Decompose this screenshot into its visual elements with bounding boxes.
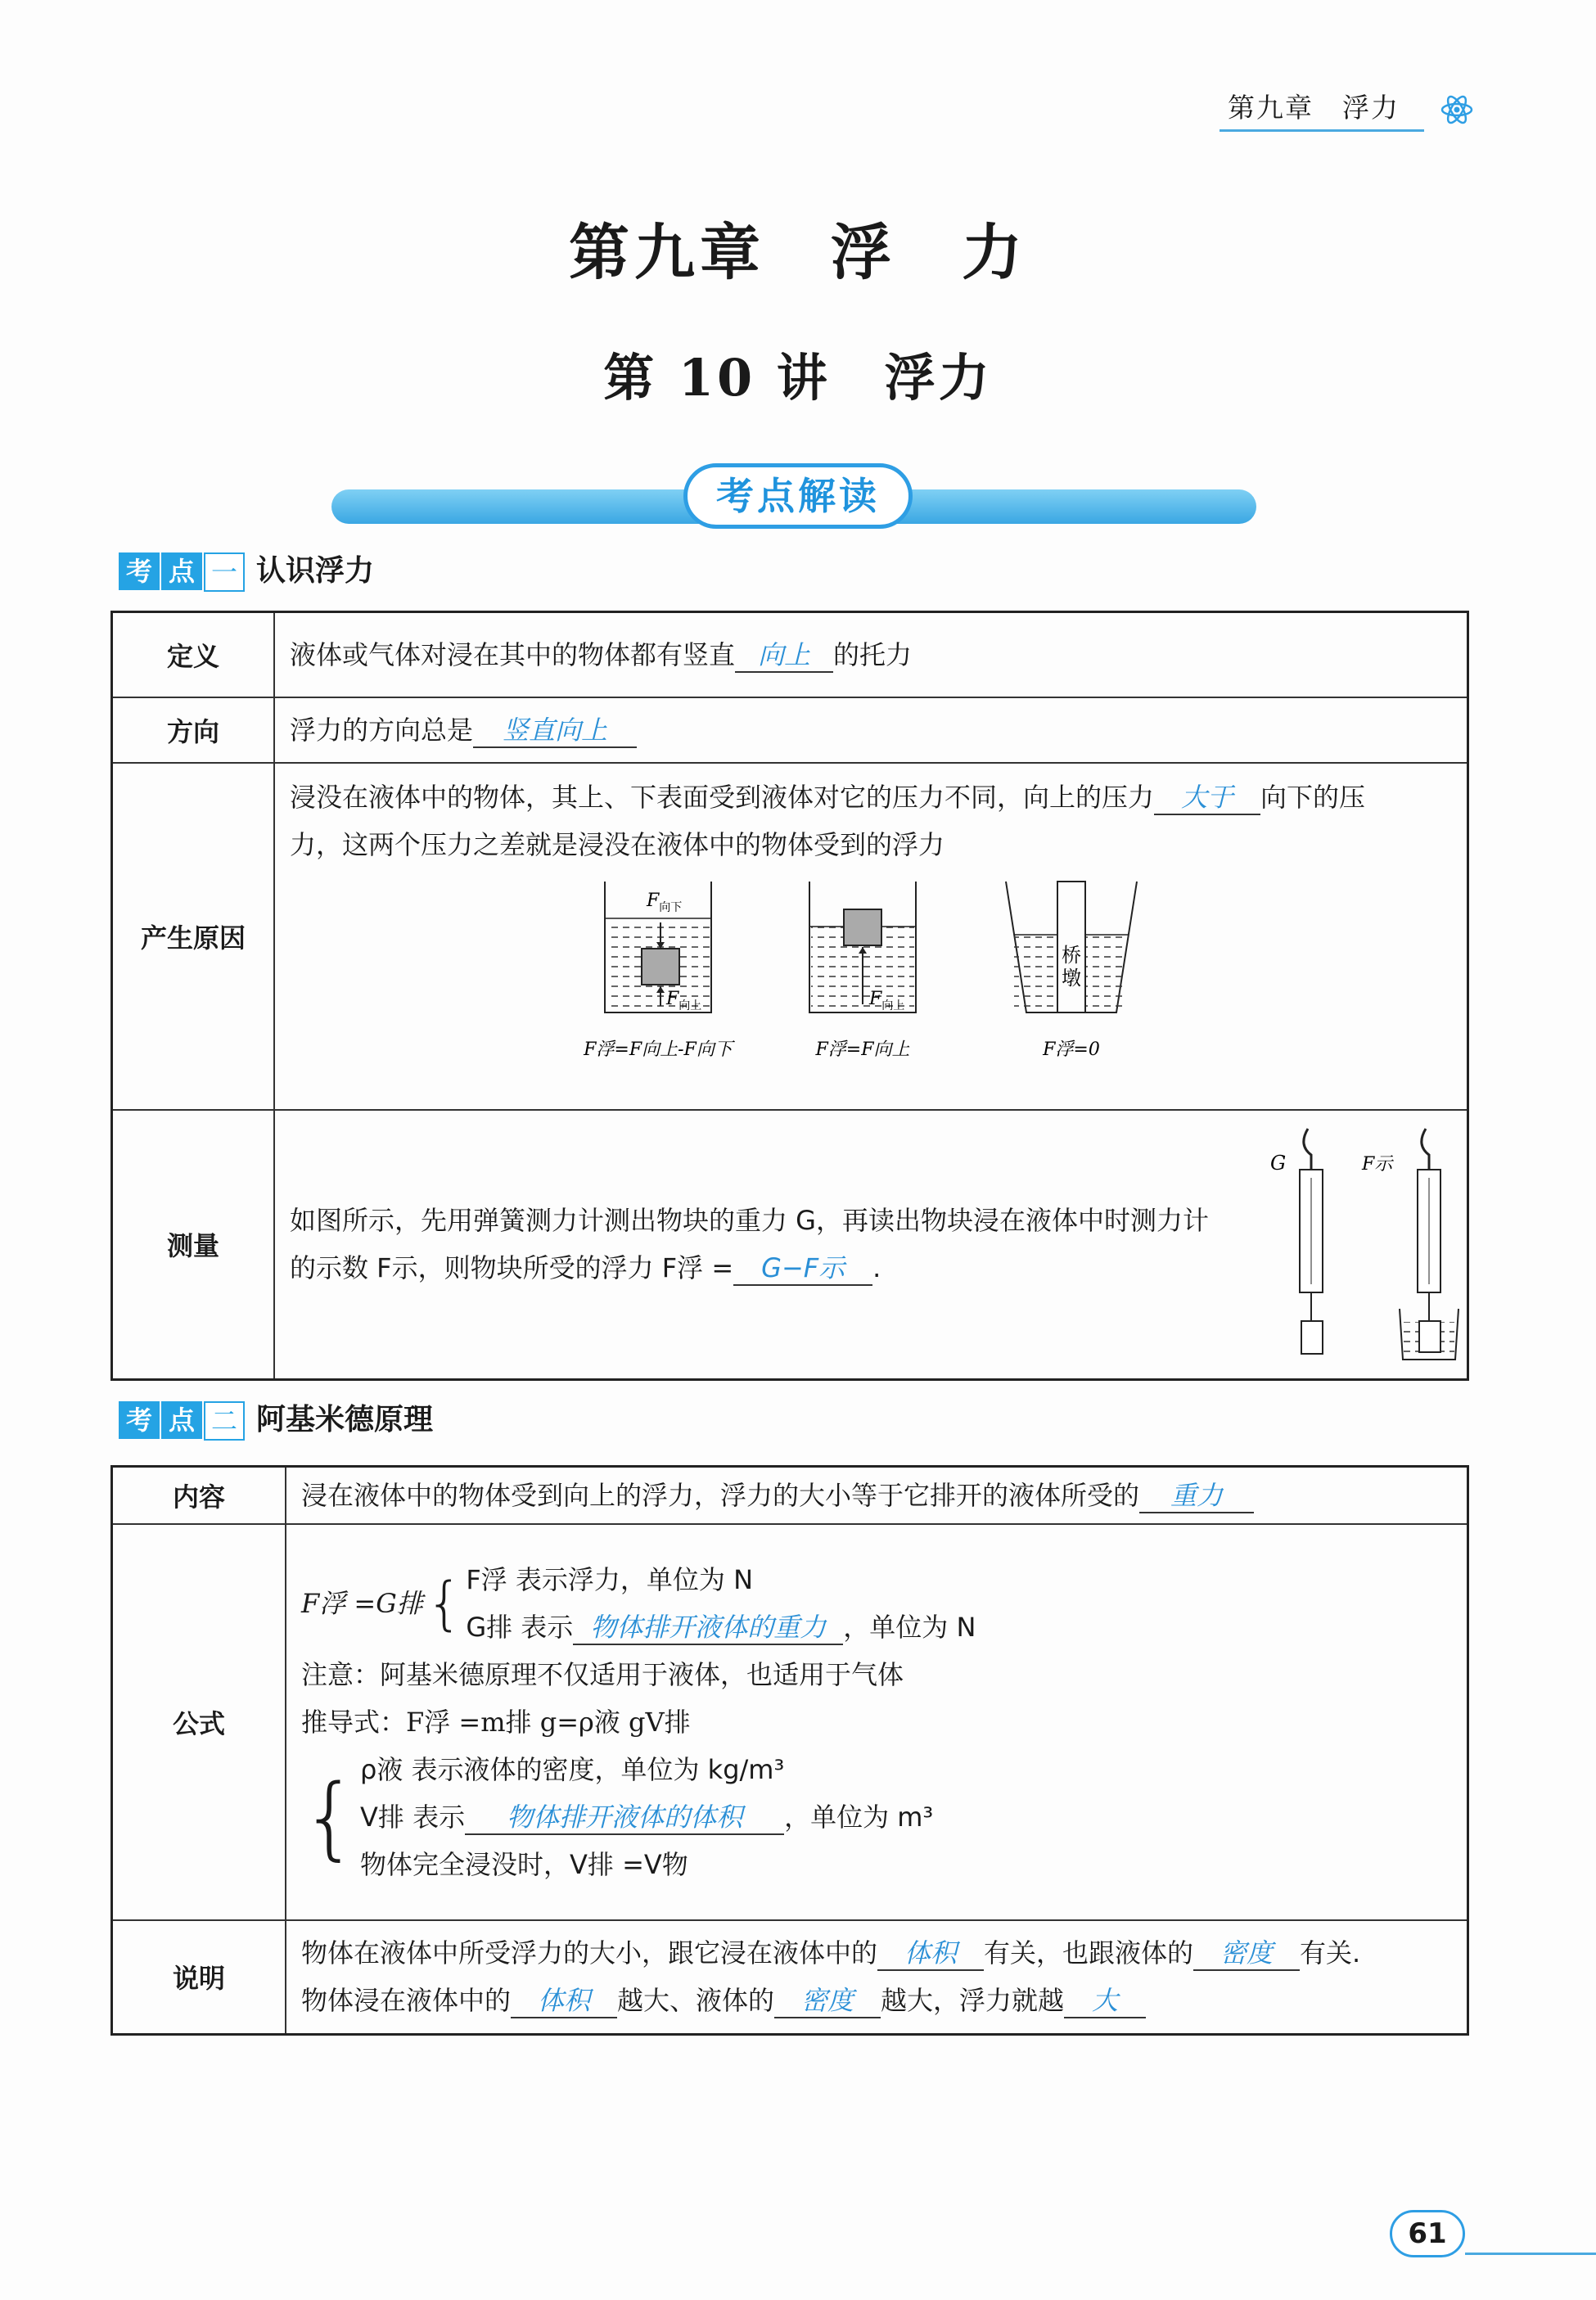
text: 越大、液体的 <box>617 1985 775 2017</box>
section-badge: 点 <box>161 1401 202 1439</box>
text: ，单位为 N <box>843 1611 976 1643</box>
text: 物体在液体中所受浮力的大小，跟它浸在液体中的 <box>301 1937 878 1969</box>
fig3-caption: F浮=0 <box>1043 1039 1100 1060</box>
text: 的托力 <box>833 638 913 670</box>
text: 液体或气体对浸在其中的物体都有竖直 <box>290 638 736 670</box>
text: 有关，也跟液体的 <box>984 1937 1194 1969</box>
row-content <box>286 1920 1468 2035</box>
text: 如图所示，先用弹簧测力计测出物块的重力 G，再读出物块浸在液体中时测力计 <box>290 1205 1209 1237</box>
figure-bridge-pier <box>1006 882 1137 1060</box>
page-number: 61 <box>1390 2210 1465 2257</box>
banner-label: 考点解读 <box>683 463 913 529</box>
figure-submerged-block <box>583 882 736 1060</box>
text: ρ液 表示液体的密度，单位为 kg/m³ <box>360 1753 785 1785</box>
row-label: 测量 <box>112 1110 275 1380</box>
section2-title: 阿基米德原理 <box>256 1403 434 1436</box>
section-badge: 考 <box>119 552 160 590</box>
section-badge-number: 一 <box>204 552 245 592</box>
text: 越大，浮力就越 <box>881 1985 1065 2017</box>
row-content <box>286 1467 1468 1524</box>
formula-main: F浮 =G排 <box>301 1587 423 1619</box>
header-chapter-tag: 第九章 浮力 <box>1228 92 1400 124</box>
figure-floating-block <box>809 882 916 1060</box>
table-row <box>112 612 1468 697</box>
table-row <box>112 763 1468 1110</box>
answer-blank: 密度 <box>1193 1937 1300 1971</box>
section1-title: 认识浮力 <box>256 554 375 588</box>
text: 浸在液体中的物体受到向上的浮力，浮力的大小等于它排开的液体所受的 <box>301 1479 1140 1511</box>
lecture-title: 第 10 讲 浮力 <box>603 348 993 408</box>
section-badge: 点 <box>161 552 202 590</box>
text: F浮 表示浮力，单位为 N <box>466 1563 754 1595</box>
text: 向下的压 <box>1260 781 1366 813</box>
row-label: 内容 <box>112 1467 286 1524</box>
row-label: 产生原因 <box>112 763 275 1110</box>
label-f-reading: F示 <box>1362 1153 1393 1175</box>
row-label: 公式 <box>112 1524 286 1920</box>
row-content: 如图所示，先用弹簧测力计测出物块的重力 G，再读出物块浸在液体中时测力计 的示数 F示，则物块所受的浮力 F浮 = G−F示 . G F示 <box>274 1110 1468 1380</box>
answer-blank: 大于 <box>1154 781 1260 815</box>
text: 有关. <box>1300 1937 1361 1969</box>
table-archimedes <box>110 1465 1469 2036</box>
answer-blank: 向上 <box>735 638 833 673</box>
text: 浮力的方向总是 <box>290 714 474 746</box>
table-row <box>112 1524 1468 1920</box>
row-label: 方向 <box>112 697 275 763</box>
table-row <box>112 1110 1468 1380</box>
label-g: G <box>1270 1151 1287 1175</box>
page-number-line <box>1465 2253 1596 2255</box>
atom-icon <box>1439 92 1475 128</box>
label-f-up: $F_{向上}$ <box>869 988 905 1012</box>
row-content <box>274 612 1468 697</box>
row-content <box>286 1524 1468 1920</box>
answer-blank: 物体排开液体的重力 <box>573 1611 843 1645</box>
header-underline <box>1220 129 1424 132</box>
text: ，单位为 m³ <box>784 1801 934 1833</box>
table-row <box>112 1467 1468 1524</box>
fig2-caption: F浮=F向上 <box>815 1039 910 1060</box>
row-content <box>274 697 1468 763</box>
table-row <box>112 1920 1468 2035</box>
answer-blank: 密度 <box>774 1984 881 2018</box>
pier-label: 墩 <box>1062 966 1081 990</box>
label-f-down: $F_{向下}$ <box>647 890 683 914</box>
answer-blank: G−F示 <box>733 1251 872 1286</box>
answer-blank: 体积 <box>511 1984 617 2018</box>
pressure-diagrams <box>290 873 1452 1070</box>
section-badge: 考 <box>119 1401 160 1439</box>
text: 的示数 F示，则物块所受的浮力 F浮 = <box>290 1252 734 1284</box>
row-label: 说明 <box>112 1920 286 2035</box>
label-f-up: $F_{向上}$ <box>666 988 702 1012</box>
chapter-title: 第九章 浮 力 <box>569 218 1027 288</box>
answer-blank: 体积 <box>877 1937 984 1971</box>
section-badge-number: 二 <box>204 1401 245 1441</box>
text: 力，这两个压力之差就是浸没在液体中的物体受到的浮力 <box>290 828 945 860</box>
table-buoyancy <box>110 611 1469 1381</box>
spring-scale-figure <box>1265 1121 1462 1366</box>
text: 物体完全浸没时，V排 =V物 <box>360 1848 688 1880</box>
fig1-caption: F浮=F向上-F向下 <box>584 1039 733 1060</box>
row-content <box>274 763 1468 1110</box>
answer-blank: 大 <box>1064 1984 1146 2018</box>
text: 物体浸在液体中的 <box>301 1985 512 2017</box>
text: 注意：阿基米德原理不仅适用于液体，也适用于气体 <box>301 1658 904 1690</box>
text: V排 表示 <box>360 1801 466 1833</box>
text: G排 表示 <box>466 1611 574 1643</box>
text: 浸没在液体中的物体，其上、下表面受到液体对它的压力不同，向上的压力 <box>290 781 1155 813</box>
table-row <box>112 697 1468 763</box>
answer-blank: 重力 <box>1139 1479 1254 1513</box>
answer-blank: 竖直向上 <box>473 714 637 748</box>
formula-derivation: 推导式：F浮 =m排 g=ρ液 gV排 <box>301 1706 691 1738</box>
answer-blank: 物体排开液体的体积 <box>465 1801 784 1835</box>
brace: { <box>426 1569 463 1637</box>
pier-label: 桥 <box>1062 943 1081 967</box>
brace: { <box>301 1764 358 1869</box>
row-label: 定义 <box>112 612 275 697</box>
